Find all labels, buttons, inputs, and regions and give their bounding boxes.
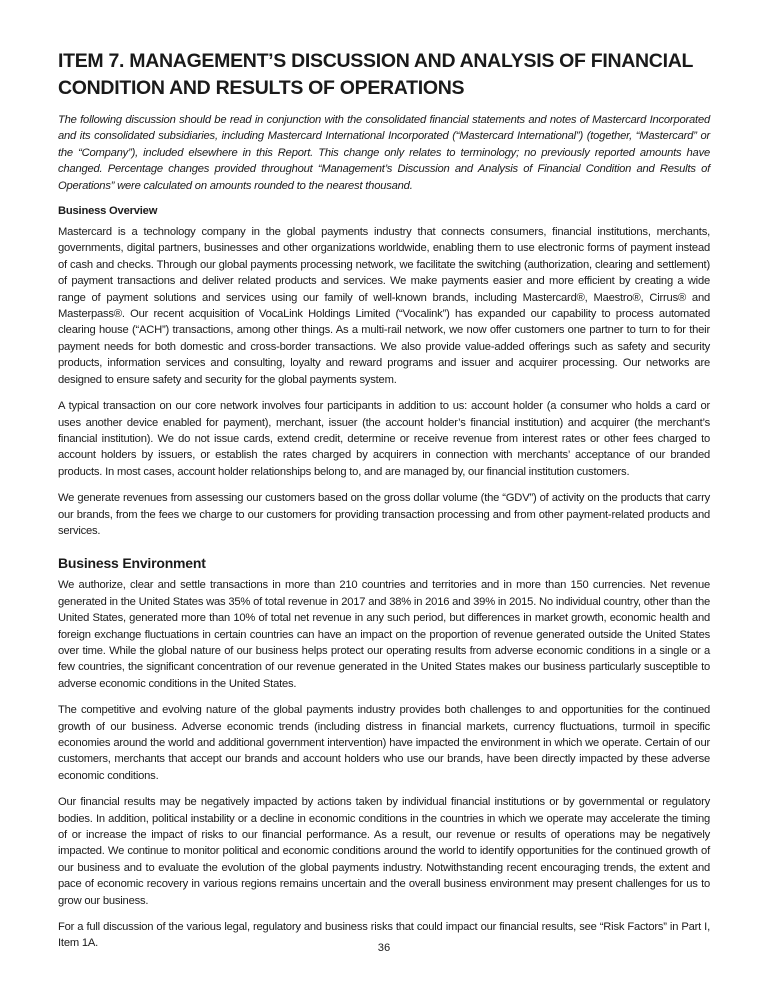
page-title: ITEM 7. MANAGEMENT’S DISCUSSION AND ANALYSIS OF FINANCIAL CONDITION AND RESULTS OF OPERATIONS [58,50,693,99]
intro-paragraph: The following discussion should be read in conjunction with the consolidated financial statements and notes of Mastercard Incorporated and its consolidated subsidiaries, including Mastercard International Incorporated (“Mastercard International”) (together, “Mastercard” or the “Company”), included elsewhere in this Report. This change only relates to terminology; no previously reported amounts have changed. Percentage changes provided throughout “Management’s Discussion and Analysis of Financial Condition and Results of Operations” were calculated on amounts rounded to the nearest thousand. [58,114,710,192]
environment-paragraph: We authorize, clear and settle transactions in more than 210 countries and territories and in more than 150 currencies. Net revenue generated in the United States was 35% of total revenue in 2017 and 38% in 2016 and 39% in 2015. No individual country, other than the United States, generated more than 10% of total net revenue in any such period, but differences in market growth, economic health and foreign exchange fluctuations in certain countries can have an impact on the proportion of revenue generated outside the United States over time. While the global nature of our business helps protect our operating results from adverse economic conditions in a single or a few countries, the significant concentration of our revenue generated in the United States makes our business particularly susceptible to adverse economic conditions in the United States. [58,579,710,690]
business-environment-heading: Business Environment [58,555,206,572]
overview-paragraph: A typical transaction on our core network involves four participants in addition to us: account holder (a consumer who holds a card or uses another device enabled for payment), merchant, issuer (the account holder’s financial institution) and acquirer (the merchant’s financial institution). We do not issue cards, extend credit, determine or receive revenue from interest rates or other fees charged to account holders by issuers, or establish the rates charged by acquirers in connection with merchants’ acceptance of our branded products. In most cases, account holder relationships belong to, and are managed by, our financial institution customers. [58,400,710,478]
environment-paragraph: The competitive and evolving nature of the global payments industry provides both challenges to and opportunities for the continued growth of our business. Adverse economic trends (including distress in financial markets, currency fluctuations, turmoil in specific economies around the world and additional government intervention) have impacted the environment in which we operate. Certain of our customers, merchants that accept our brands and account holders who use our brands, have been directly impacted by these adverse economic conditions. [58,704,710,782]
business-overview-heading: Business Overview [58,205,158,218]
document-page [58,48,710,962]
overview-paragraph: We generate revenues from assessing our customers based on the gross dollar volume (the “GDV”) of activity on the products that carry our brands, from the fees we charge to our customers for providing transaction processing and from other payment-related products and services. [58,492,710,537]
overview-paragraph: Mastercard is a technology company in the global payments industry that connects consumers, financial institutions, merchants, governments, digital partners, businesses and other organizations worldwide, enabling them to use electronic forms of payment instead of cash and checks. Through our global payments processing network, we facilitate the switching (authorization, clearing and settlement) of payment transactions and deliver related products and services. We make payments easier and more efficient by creating a wide range of payment solutions and services using our family of well-known brands, including Mastercard®, Maestro®, Cirrus® and Masterpass®. Our recent acquisition of VocaLink Holdings Limited (“Vocalink”) has expanded our capability to process automated clearing house (“ACH”) transactions, among other things. As a multi-rail network, we now offer customers one partner to turn to for their payment needs for both domestic and cross-border transactions. We also provide value-added offerings such as safety and security products, information services and consulting, loyalty and reward programs and issuer and acquirer processing. Our networks are designed to ensure safety and security for the global payments system. [58,226,710,386]
environment-paragraph: For a full discussion of the various legal, regulatory and business risks that could impact our financial results, see “Risk Factors” in Part I, Item 1A. [58,921,710,950]
environment-paragraph: Our financial results may be negatively impacted by actions taken by individual financial institutions or by governmental or regulatory bodies. In addition, political instability or a decline in economic conditions in the countries in which we operate may accelerate the timing of or increase the impact of risks to our financial performance. As a result, our revenue or results of operations may be negatively impacted. We continue to monitor political and economic conditions around the world to identify opportunities for the continued growth of our business and to evaluate the evolution of the global payments industry. Notwithstanding recent encouraging trends, the extent and pace of economic recovery in various regions remains uncertain and the overall business environment may present challenges for us to grow our business. [58,796,710,907]
page-number: 36 [377,942,391,954]
